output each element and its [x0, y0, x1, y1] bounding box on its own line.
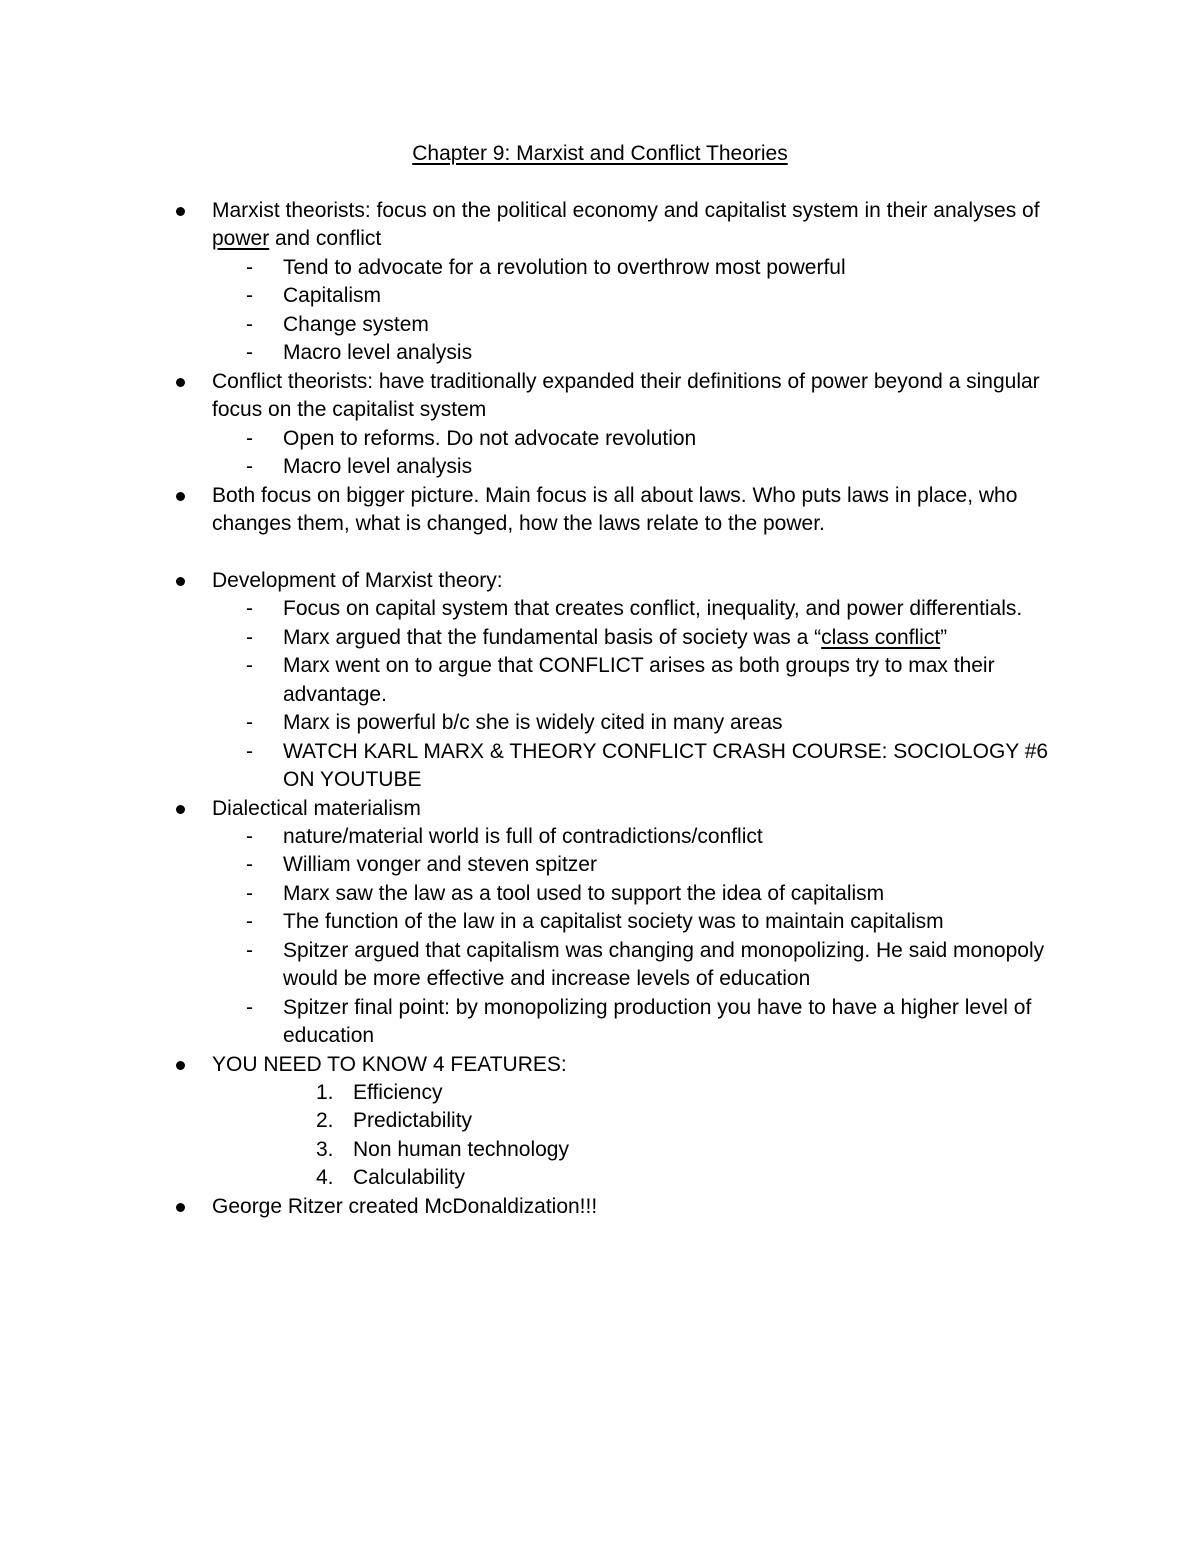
- sub-item: - Marx went on to argue that CONFLICT arises as both groups try to max their advantage.: [246, 654, 995, 706]
- bullet-both-focus: Both focus on bigger picture. Main focus is all about laws. Who puts laws in place, who changes them, what is changed, how the laws relate to the power.: [0, 482, 1057, 539]
- sub-item: - William vonger and steven spitzer: [246, 853, 597, 877]
- sub-item: - Spitzer final point: by monopolizing production you have to have a higher level of education: [246, 995, 1032, 1048]
- sub-item: - Spitzer argued that capitalism was changing and monopolizing. He said monopoly would be more effective and increase levels of education: [246, 938, 1045, 991]
- sub-item: - Marx is powerful b/c she is widely cited in many areas: [246, 711, 783, 735]
- sub-item: - Macro level analysis: [246, 341, 473, 365]
- sub-item: - nature/material world is full of contradictions/conflict: [246, 824, 763, 848]
- bullet-dot: [176, 207, 185, 216]
- bullet-dot: [176, 577, 185, 586]
- bullet-development-marxist-theory: Development of Marxist theory:: [0, 567, 1057, 595]
- numbered-item: 1. Efficiency: [316, 1081, 443, 1105]
- bullet-dot: [176, 805, 185, 814]
- sub-item: - Capitalism: [246, 284, 382, 308]
- underlined-term-power: power: [212, 227, 270, 251]
- numbered-item: 4. Calculability: [316, 1166, 466, 1190]
- sub-item: - WATCH KARL MARX & THEORY CONFLICT CRASH COURSE: SOCIOLOGY #6 ON YOUTUBE: [246, 739, 1049, 792]
- bullet-dot: [176, 1061, 185, 1070]
- sub-item: - Focus on capital system that creates conflict, inequality, and power differentials.: [246, 597, 1023, 621]
- page-title: Chapter 9: Marxist and Conflict Theories: [412, 142, 788, 165]
- bullet-george-ritzer: George Ritzer created McDonaldization!!!: [0, 1193, 1057, 1221]
- sub-item: - Open to reforms. Do not advocate revolution: [246, 426, 697, 450]
- bullet-dot: [176, 492, 185, 501]
- sub-item: - The function of the law in a capitalist society was to maintain capitalism: [246, 910, 944, 934]
- sub-item: - Marx saw the law as a tool used to support the idea of capitalism: [246, 881, 885, 905]
- sub-item: - Change system: [246, 312, 429, 336]
- sub-item: - Tend to advocate for a revolution to overthrow most powerful: [246, 255, 846, 279]
- blank-line: [0, 538, 1200, 566]
- bullet-marxist-theorists: Marxist theorists: focus on the political economy and capitalist system in their analyses of power and conflict: [0, 197, 1057, 254]
- sub-item: - Marx argued that the fundamental basis of society was a “class conflict”: [246, 625, 948, 649]
- bullet-dot: [176, 378, 185, 387]
- bullet-dialectical-materialism: Dialectical materialism: [0, 795, 1057, 823]
- bullet-dot: [176, 1203, 185, 1212]
- underlined-term-class-conflict: class conflict: [821, 625, 941, 649]
- bullet-four-features: YOU NEED TO KNOW 4 FEATURES:: [0, 1051, 1057, 1079]
- sub-item: - Macro level analysis: [246, 455, 473, 479]
- numbered-item: 2. Predictability: [316, 1109, 473, 1133]
- numbered-item: 3. Non human technology: [316, 1137, 569, 1161]
- bullet-conflict-theorists: Conflict theorists: have traditionally expanded their definitions of power beyond a singular focus on the capitalist system: [0, 368, 1057, 425]
- notes-list: [0, 197, 1200, 1221]
